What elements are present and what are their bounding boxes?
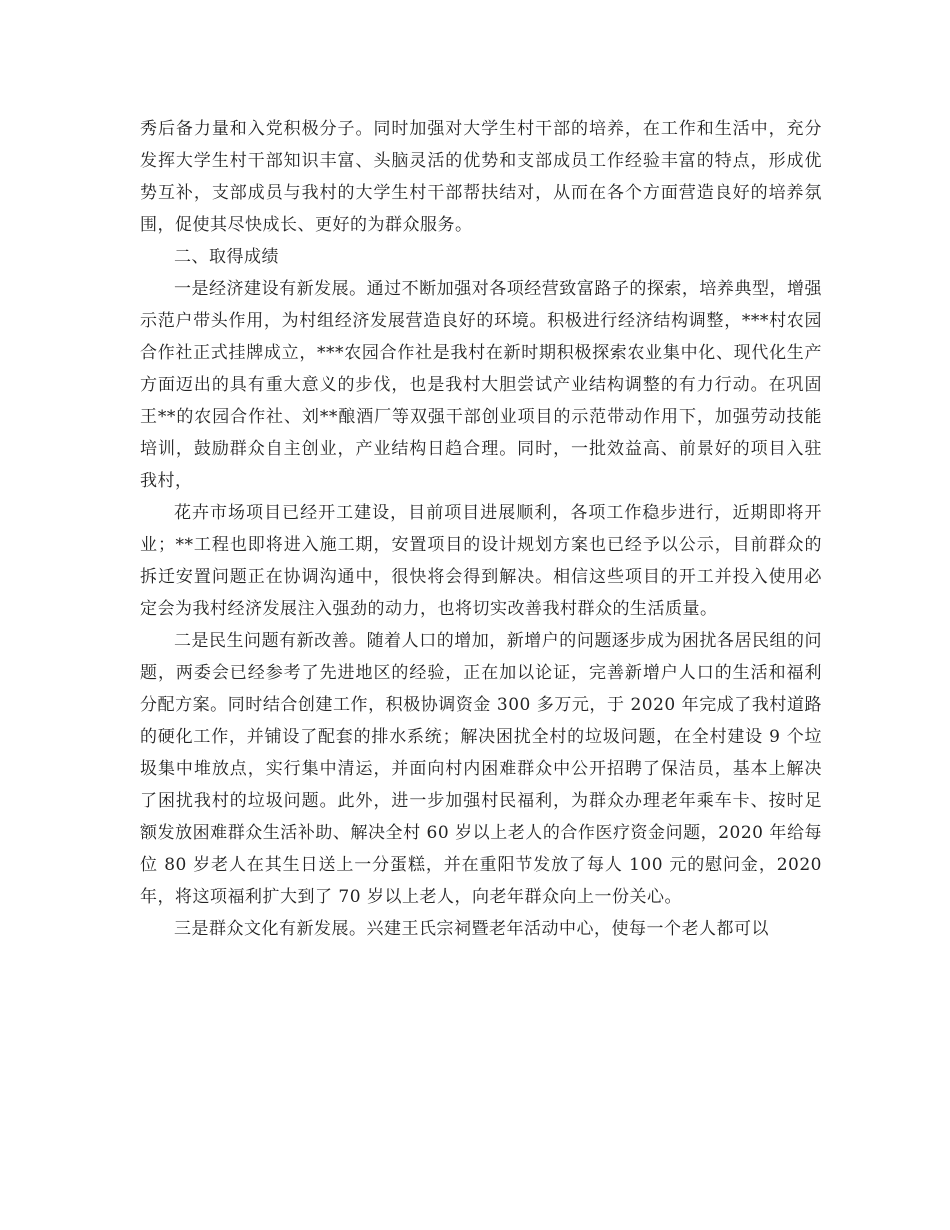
paragraph-continuation: 秀后备力量和入党积极分子。同时加强对大学生村干部的培养，在工作和生活中，充分发挥大学生村干部知识丰富、头脑灵活的优势和支部成员工作经验丰富的特点，形成优势互补，支部成员与我村的大学生村干部帮扶结对，从而在各个方面营造良好的培养氛围，促使其尽快成长、更好的为群众服务。 — [140, 119, 822, 235]
section-heading: 二、取得成绩 — [174, 247, 279, 267]
paragraph-projects: 花卉市场项目已经开工建设，目前项目进展顺利，各项工作稳步进行，近期即将开业；**工程也即将进入施工期，安置项目的设计规划方案也已经予以公示，目前群众的拆迁安置问题正在协调沟通中，很快将会得到解决。相信这些项目的开工并投入使用必定会为我村经济发展注入强劲的动力，也将切实改善我村群众的生活质量。 — [140, 503, 822, 619]
document-body — [140, 113, 822, 945]
paragraph-livelihood: 二是民生问题有新改善。随着人口的增加，新增户的问题逐步成为困扰各居民组的问题，两委会已经参考了先进地区的经验，正在加以论证，完善新增户人口的生活和福利分配方案。同时结合创建工作，积极协调资金 300 多万元，于 2020 年完成了我村道路的硬化工作，并铺设了配套的排水系统；解决困扰全村的垃圾问题，在全村建设 9 个垃圾集中堆放点，实行集中清运，并面向村内困难群众中公开招聘了保洁员，基本上解决了困扰我村的垃圾问题。此外，进一步加强村民福利，为群众办理老年乘车卡、按时足额发放困难群众生活补助、解决全村 60 岁以上老人的合作医疗资金问题，2020 年给每位 80 岁老人在其生日送上一分蛋糕，并在重阳节发放了每人 100 元的慰问金，2020 年，将这项福利扩大到了 70 岁以上老人，向老年群众向上一份关心。 — [140, 631, 822, 907]
paragraph-economy: 一是经济建设有新发展。通过不断加强对各项经营致富路子的探索，培养典型，增强示范户带头作用，为村组经济发展营造良好的环境。积极进行经济结构调整，***村农园合作社正式挂牌成立，***农园合作社是我村在新时期积极探索农业集中化、现代化生产方面迈出的具有重大意义的步伐，也是我村大胆尝试产业结构调整的有力行动。在巩固王**的农园合作社、刘**酿酒厂等双强干部创业项目的示范带动作用下，加强劳动技能培训，鼓励群众自主创业，产业结构日趋合理。同时，一批效益高、前景好的项目入驻我村， — [140, 279, 822, 491]
paragraph-culture: 三是群众文化有新发展。兴建王氏宗祠暨老年活动中心，使每一个老人都可以 — [174, 919, 769, 939]
